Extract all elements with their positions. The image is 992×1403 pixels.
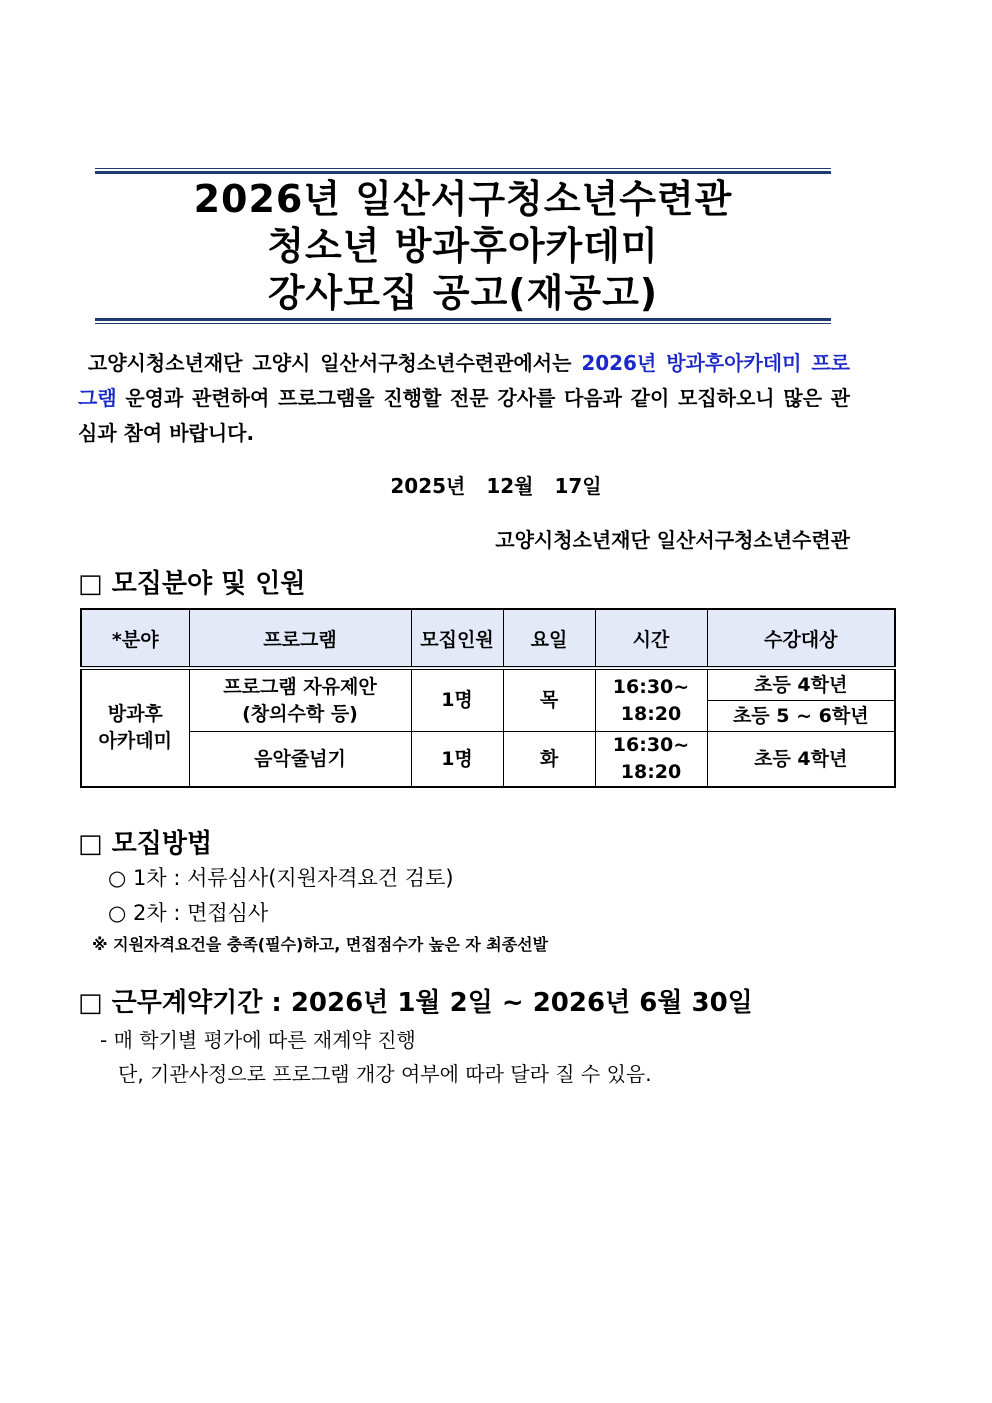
header-time: 시간 <box>595 609 707 668</box>
day-cell: 화 <box>503 732 595 788</box>
count-cell: 1명 <box>411 668 503 732</box>
header-count: 모집인원 <box>411 609 503 668</box>
count-cell: 1명 <box>411 732 503 788</box>
target-cell: 초등 4학년 <box>707 732 895 788</box>
table-row <box>81 668 895 701</box>
target-cell: 초등 4학년 <box>707 668 895 701</box>
contract-line-1: - 매 학기별 평가에 따른 재계약 진행 <box>100 1028 416 1052</box>
header-program: 프로그램 <box>189 609 411 668</box>
method-item-2: ○ 2차 : 면접심사 <box>108 901 269 925</box>
target-cell: 초등 5 ~ 6학년 <box>707 701 895 732</box>
header-field: *분야 <box>81 609 189 668</box>
intro-text-1: 고양시청소년재단 고양시 일산서구청소년수련관에서는 <box>87 351 582 375</box>
intro-highlight: 2026년 방과후아카데미 프로그램 <box>78 351 850 410</box>
program-cell: 음악줄넘기 <box>189 732 411 788</box>
header-day: 요일 <box>503 609 595 668</box>
title-bottom-rule <box>95 318 831 324</box>
contract-line-2: 단, 기관사정으로 프로그램 개강 여부에 따라 달라 질 수 있음. <box>118 1062 652 1086</box>
title-top-rule <box>95 168 831 174</box>
header-target: 수강대상 <box>707 609 895 668</box>
table-header-row <box>81 609 895 668</box>
method-item-1: ○ 1차 : 서류심사(지원자격요건 검토) <box>108 866 454 890</box>
title-line-2: 청소년 방과후아카데미 <box>267 224 659 268</box>
intro-paragraph <box>78 346 850 451</box>
section-contract-heading: □ 근무계약기간 : 2026년 1월 2일 ~ 2026년 6월 30일 <box>78 988 753 1018</box>
title-line-1: 2026년 일산서구청소년수련관 <box>193 177 733 221</box>
title-line-3: 강사모집 공고(재공고) <box>267 271 659 315</box>
field-cell: 방과후 아카데미 <box>81 668 189 787</box>
program-cell: 프로그램 자유제안 (창의수학 등) <box>189 668 411 732</box>
time-cell: 16:30~ 18:20 <box>595 668 707 732</box>
selection-note: ※ 지원자격요건을 충족(필수)하고, 면접점수가 높은 자 최종선발 <box>92 935 549 954</box>
day-cell: 목 <box>503 668 595 732</box>
recruit-table <box>80 608 896 788</box>
time-cell: 16:30~ 18:20 <box>595 732 707 788</box>
section-recruit-field-heading: □ 모집분야 및 인원 <box>78 569 306 599</box>
notice-date: 2025년 12월 17일 <box>390 474 602 498</box>
page-title <box>95 176 831 317</box>
table-row <box>81 732 895 788</box>
section-method-heading: □ 모집방법 <box>78 829 213 859</box>
intro-text-2: 운영과 관련하여 프로그램을 진행할 전문 강사를 다음과 같이 모집하오니 많은 관심과 참여 바랍니다. <box>78 386 850 445</box>
organization-name: 고양시청소년재단 일산서구청소년수련관 <box>495 528 850 552</box>
